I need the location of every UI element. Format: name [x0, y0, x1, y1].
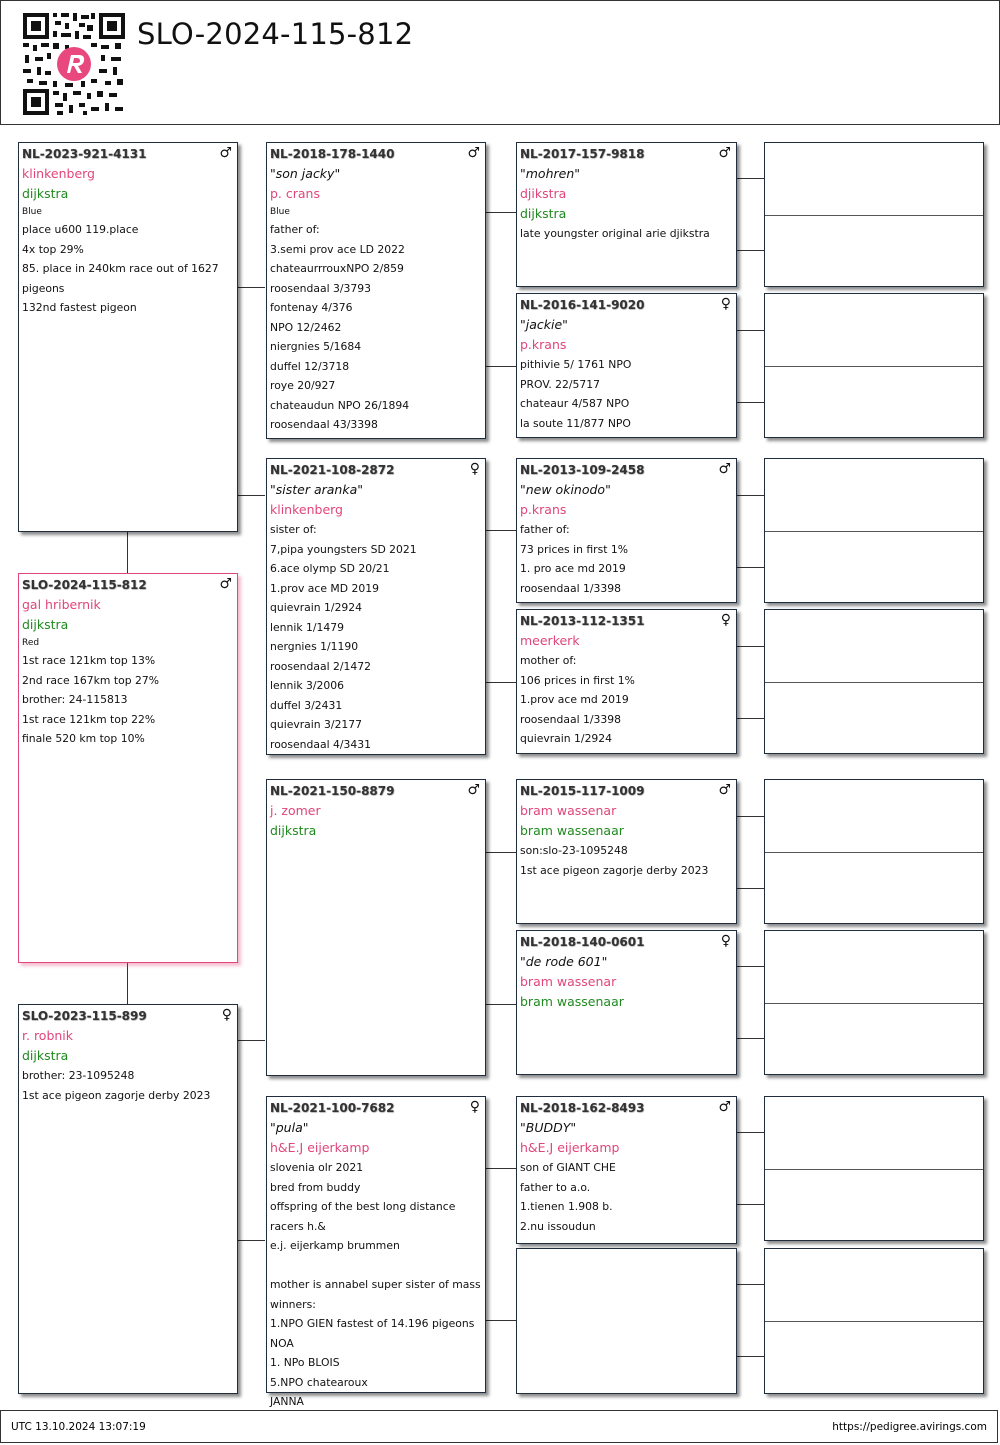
- ring-number: NL-2018-140-0601: [520, 935, 645, 949]
- timestamp: UTC 13.10.2024 13:07:19: [11, 1421, 146, 1433]
- pigeon-card-gen4-empty[interactable]: [764, 930, 984, 1075]
- pigeon-card-sire[interactable]: [18, 142, 238, 532]
- connector-line: [485, 212, 516, 213]
- pigeon-card-gen4-empty[interactable]: [764, 293, 984, 438]
- connector-line: [736, 178, 764, 179]
- ring-number: NL-2021-100-7682: [270, 1101, 395, 1115]
- ring-number: NL-2013-112-1351: [520, 614, 645, 628]
- breeder: dijkstra: [22, 1048, 69, 1063]
- connector-line: [237, 1040, 265, 1041]
- owner: meerkerk: [520, 633, 580, 648]
- pigeon-card-sire-sire[interactable]: [266, 142, 486, 439]
- pigeon-color: Red: [22, 638, 40, 648]
- male-icon: ♂: [219, 145, 232, 161]
- connector-line: [485, 852, 516, 853]
- pigeon-notes: slovenia olr 2021 bred from buddy offspring of the best long distance racers h.& e.j. eijerkamp brummen mother is annabel super sister of mass winners: 1.NPO GIEN fastest of 14.196 pigeons NOA 1. NPo BLOIS 5.NPO chatearoux JANNA: [270, 1161, 481, 1408]
- pigeon-card-sdd[interactable]: [516, 609, 737, 754]
- pigeon-card-sss[interactable]: [516, 142, 737, 287]
- owner: bram wassenar: [520, 803, 617, 818]
- connector-line: [736, 495, 764, 496]
- pigeon-card-sds[interactable]: [516, 458, 737, 603]
- female-icon: ♀: [720, 296, 731, 312]
- divider: [765, 682, 983, 683]
- female-icon: ♀: [221, 1007, 232, 1023]
- pigeon-card-ssd[interactable]: [516, 293, 737, 438]
- connector-line: [237, 495, 265, 496]
- breeder: bram wassenaar: [520, 994, 624, 1009]
- pedigree-header: [0, 0, 1000, 125]
- owner: klinkenberg: [22, 166, 95, 181]
- divider: [765, 852, 983, 853]
- connector-line: [485, 1168, 516, 1169]
- ring-number: NL-2018-178-1440: [270, 147, 395, 161]
- footer-url-link[interactable]: https://pedigree.avirings.com: [832, 1421, 987, 1433]
- pigeon-name: "sister aranka": [270, 482, 363, 497]
- male-icon: ♂: [718, 145, 731, 161]
- owner: klinkenberg: [270, 502, 343, 517]
- divider: [765, 1003, 983, 1004]
- connector-line: [736, 888, 764, 889]
- pigeon-name: "mohren": [520, 166, 580, 181]
- pigeon-card-dam-dam[interactable]: [266, 1096, 486, 1408]
- ring-number: NL-2018-162-8493: [520, 1101, 645, 1115]
- connector-line: [736, 1356, 764, 1357]
- pigeon-card-dsd[interactable]: [516, 930, 737, 1075]
- pigeon-name: "new okinodo": [520, 482, 611, 497]
- pigeon-card-dam-sire[interactable]: [266, 779, 486, 1076]
- ring-number: NL-2015-117-1009: [520, 784, 645, 798]
- breeder: dijkstra: [22, 617, 69, 632]
- connector-line: [485, 1004, 516, 1005]
- owner: p.krans: [520, 337, 567, 352]
- connector-line: [736, 330, 764, 331]
- pigeon-card-main[interactable]: [18, 573, 238, 963]
- owner: r. robnik: [22, 1028, 74, 1043]
- pigeon-color: Blue: [22, 207, 42, 217]
- pigeon-notes: place u600 119.place 4x top 29% 85. place in 240km race out of 1627 pigeons 132nd fastest pigeon: [22, 223, 219, 314]
- connector-line: [736, 646, 764, 647]
- pigeon-notes: sister of: 7,pipa youngsters SD 2021 6.ace olymp SD 20/21 1.prov ace MD 2019 quievrain 1/2924 lennik 1/1479 nergnies 1/1190 roosendaal 2/1472 lennik 3/2006 duffel 3/2431 quievrain 3/2177 roosendaal 4/3431: [270, 523, 417, 751]
- divider: [765, 1169, 983, 1170]
- ring-number: NL-2023-921-4131: [22, 147, 147, 161]
- pigeon-notes: father of: 3.semi prov ace LD 2022 chateaurrrouxNPO 2/859 roosendaal 3/3793 fontenay 4/376 NPO 12/2462 niergnies 5/1684 duffel 12/3718 roye 20/927 chateaudun NPO 26/1894 roosendaal 43/3398: [270, 223, 410, 431]
- owner: j. zomer: [270, 803, 321, 818]
- pigeon-name: "BUDDY": [520, 1120, 577, 1135]
- pigeon-notes: 1st race 121km top 13% 2nd race 167km top 27% brother: 24-115813 1st race 121km top 22% finale 520 km top 10%: [22, 654, 159, 745]
- female-icon: ♀: [720, 933, 731, 949]
- pigeon-card-dam[interactable]: [18, 1004, 238, 1394]
- breeder: dijkstra: [22, 186, 69, 201]
- pigeon-card-gen4-empty[interactable]: [764, 1248, 984, 1394]
- pigeon-card-gen4-empty[interactable]: [764, 609, 984, 754]
- ring-number: SLO-2023-115-899: [22, 1009, 147, 1023]
- breeder: bram wassenaar: [520, 823, 624, 838]
- female-icon: ♀: [469, 461, 480, 477]
- connector-line: [736, 718, 764, 719]
- owner: bram wassenar: [520, 974, 617, 989]
- pigeon-notes: brother: 23-1095248 1st ace pigeon zagorje derby 2023: [22, 1069, 211, 1102]
- connector-line: [485, 682, 516, 683]
- breeder: dijkstra: [270, 823, 317, 838]
- pigeon-card-ddd-empty[interactable]: [516, 1248, 737, 1394]
- connector-line: [485, 530, 516, 531]
- female-icon: ♀: [469, 1099, 480, 1115]
- owner: p.krans: [520, 502, 567, 517]
- connector-line: [237, 287, 265, 288]
- pigeon-card-dss[interactable]: [516, 779, 737, 924]
- pigeon-card-gen4-empty[interactable]: [764, 142, 984, 287]
- connector-line: [736, 1132, 764, 1133]
- pigeon-name: "jackie": [520, 317, 568, 332]
- owner: djikstra: [520, 186, 567, 201]
- male-icon: ♂: [718, 461, 731, 477]
- pigeon-notes: son of GIANT CHE father to a.o. 1.tienen 1.908 b. 2.nu issoudun: [520, 1161, 616, 1233]
- pigeon-name: "de rode 601": [520, 954, 608, 969]
- connector-line: [736, 567, 764, 568]
- connector-line: [736, 1284, 764, 1285]
- pigeon-notes: father of: 73 prices in first 1% 1. pro ace md 2019 roosendaal 1/3398: [520, 523, 629, 595]
- male-icon: ♂: [718, 1099, 731, 1115]
- connector-line: [736, 1204, 764, 1205]
- owner: h&E.J eijerkamp: [270, 1140, 370, 1155]
- connector-line: [485, 366, 516, 367]
- pigeon-card-gen4-empty[interactable]: [764, 779, 984, 924]
- male-icon: ♂: [219, 576, 232, 592]
- connector-line: [485, 1320, 516, 1321]
- pigeon-notes: mother of: 106 prices in first 1% 1.prov ace md 2019 roosendaal 1/3398 quievrain 1/2924: [520, 654, 635, 745]
- pigeon-notes: pithivie 5/ 1761 NPO PROV. 22/5717 chateaur 4/587 NPO la soute 11/877 NPO: [520, 358, 632, 430]
- male-icon: ♂: [467, 145, 480, 161]
- connector-line: [127, 962, 128, 1005]
- male-icon: ♂: [718, 782, 731, 798]
- pigeon-card-sire-dam[interactable]: [266, 458, 486, 755]
- page-title: SLO-2024-115-812: [137, 17, 414, 51]
- ring-number: SLO-2024-115-812: [22, 578, 147, 592]
- connector-line: [736, 1038, 764, 1039]
- ring-number: NL-2021-150-8879: [270, 784, 395, 798]
- divider: [765, 1321, 983, 1322]
- pigeon-card-gen4-empty[interactable]: [764, 458, 984, 603]
- pigeon-card-gen4-empty[interactable]: [764, 1096, 984, 1241]
- connector-line: [736, 402, 764, 403]
- ring-number: NL-2017-157-9818: [520, 147, 645, 161]
- connector-line: [736, 966, 764, 967]
- connector-line: [127, 531, 128, 574]
- qr-code-icon: [21, 11, 127, 117]
- pigeon-card-dds[interactable]: [516, 1096, 737, 1244]
- pigeon-notes: son:slo-23-1095248 1st ace pigeon zagorje derby 2023: [520, 844, 709, 877]
- owner: gal hribernik: [22, 597, 101, 612]
- owner: h&E.J eijerkamp: [520, 1140, 620, 1155]
- page-footer: [0, 1410, 998, 1443]
- connector-line: [237, 1240, 265, 1241]
- female-icon: ♀: [720, 612, 731, 628]
- ring-number: NL-2013-109-2458: [520, 463, 645, 477]
- connector-line: [736, 250, 764, 251]
- pigeon-name: "pula": [270, 1120, 309, 1135]
- pigeon-name: "son jacky": [270, 166, 341, 181]
- connector-line: [736, 816, 764, 817]
- ring-number: NL-2016-141-9020: [520, 298, 645, 312]
- breeder: dijkstra: [520, 206, 567, 221]
- divider: [765, 366, 983, 367]
- ring-number: NL-2021-108-2872: [270, 463, 395, 477]
- owner: p. crans: [270, 186, 320, 201]
- divider: [765, 531, 983, 532]
- male-icon: ♂: [467, 782, 480, 798]
- pigeon-color: Blue: [270, 207, 290, 217]
- pigeon-notes: late youngster original arie djikstra: [520, 227, 710, 240]
- divider: [765, 215, 983, 216]
